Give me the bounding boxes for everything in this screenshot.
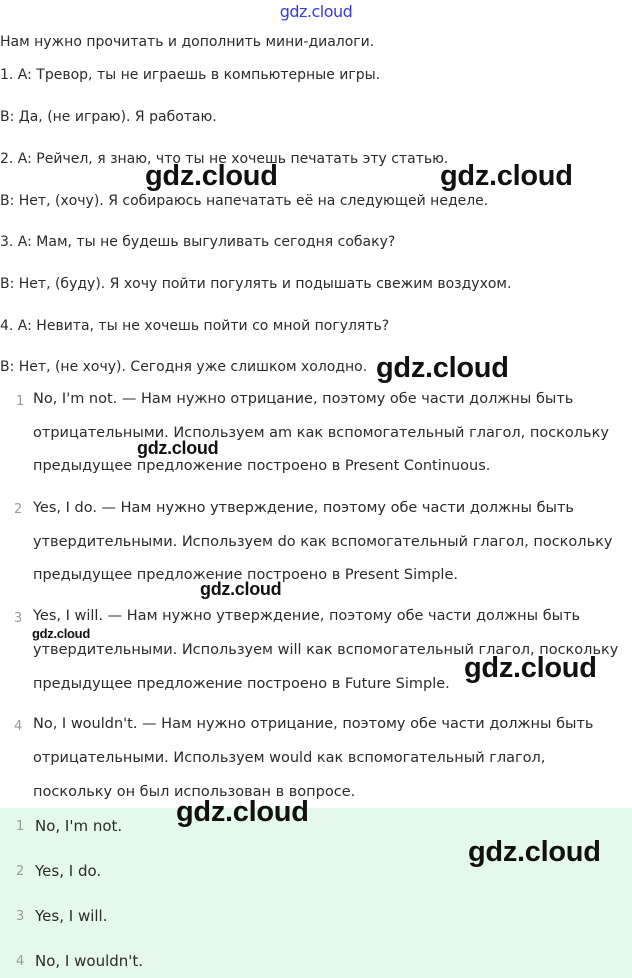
explanation-number: 3 <box>14 611 23 626</box>
watermark: gdz.cloud <box>176 796 309 828</box>
watermark: gdz.cloud <box>468 836 601 868</box>
watermark: gdz.cloud <box>137 438 219 458</box>
explanation-text: поскольку он был использован в вопросе. <box>33 784 356 800</box>
exercise-intro: Нам нужно прочитать и дополнить мини-диалоги. <box>0 34 375 50</box>
explanation-text: утвердительными. Используем do как вспомогательный глагол, поскольку <box>33 534 613 550</box>
explanation-text: предыдущее предложение построено в Present Continuous. <box>33 458 491 474</box>
explanation-text: No, I wouldn't. — Нам нужно отрицание, поэтому обе части должны быть <box>33 716 594 732</box>
answer-text: No, I'm not. <box>35 817 123 835</box>
explanation-text: предыдущее предложение построено в Future Simple. <box>33 676 450 692</box>
answer-text: No, I wouldn't. <box>35 952 144 970</box>
dialog-line: 4. A: Невита, ты не хочешь пойти со мной погулять? <box>0 318 390 334</box>
answer-number: 4 <box>16 954 25 969</box>
explanation-text: утвердительными. Используем will как вспомогательный глагол, поскольку <box>33 642 619 658</box>
dialog-line: 3. A: Мам, ты не будешь выгуливать сегодня собаку? <box>0 234 396 250</box>
watermark: gdz.cloud <box>376 352 509 384</box>
dialog-line: 2. A: Рейчел, я знаю, что ты не хочешь печатать эту статью. <box>0 151 449 167</box>
answers-panel <box>0 808 632 978</box>
explanation-text: предыдущее предложение построено в Present Simple. <box>33 567 458 583</box>
answer-text: Yes, I will. <box>35 907 108 925</box>
explanation-text: No, I'm not. — Нам нужно отрицание, поэтому обе части должны быть <box>33 391 574 407</box>
explanation-text: отрицательными. Используем would как вспомогательный глагол, <box>33 750 546 766</box>
dialog-line: 1. A: Тревор, ты не играешь в компьютерные игры. <box>0 67 381 83</box>
explanation-number: 2 <box>14 502 23 517</box>
explanation-number: 1 <box>16 394 25 409</box>
explanation-text: Yes, I will. — Нам нужно утверждение, поэтому обе части должны быть <box>33 608 581 624</box>
answer-text: Yes, I do. <box>35 862 102 880</box>
answer-number: 3 <box>16 909 25 924</box>
explanation-text: Yes, I do. — Нам нужно утверждение, поэтому обе части должны быть <box>33 500 574 516</box>
site-header-logo[interactable]: gdz.cloud <box>279 2 353 21</box>
explanation-text: отрицательными. Используем am как вспомогательный глагол, поскольку <box>33 425 609 441</box>
dialog-line: B: Нет, (не хочу). Сегодня уже слишком холодно. <box>0 359 368 375</box>
watermark: gdz.cloud <box>32 626 90 641</box>
answer-number: 1 <box>16 819 25 834</box>
watermark: gdz.cloud <box>464 652 597 684</box>
dialog-line: B: Да, (не играю). Я работаю. <box>0 109 217 125</box>
watermark: gdz.cloud <box>200 579 282 599</box>
explanation-number: 4 <box>14 719 23 734</box>
dialog-line: B: Нет, (хочу). Я собираюсь напечатать её на следующей неделе. <box>0 193 489 209</box>
answer-number: 2 <box>16 864 25 879</box>
watermark: gdz.cloud <box>145 160 278 192</box>
dialog-line: B: Нет, (буду). Я хочу пойти погулять и подышать свежим воздухом. <box>0 276 512 292</box>
watermark: gdz.cloud <box>440 160 573 192</box>
